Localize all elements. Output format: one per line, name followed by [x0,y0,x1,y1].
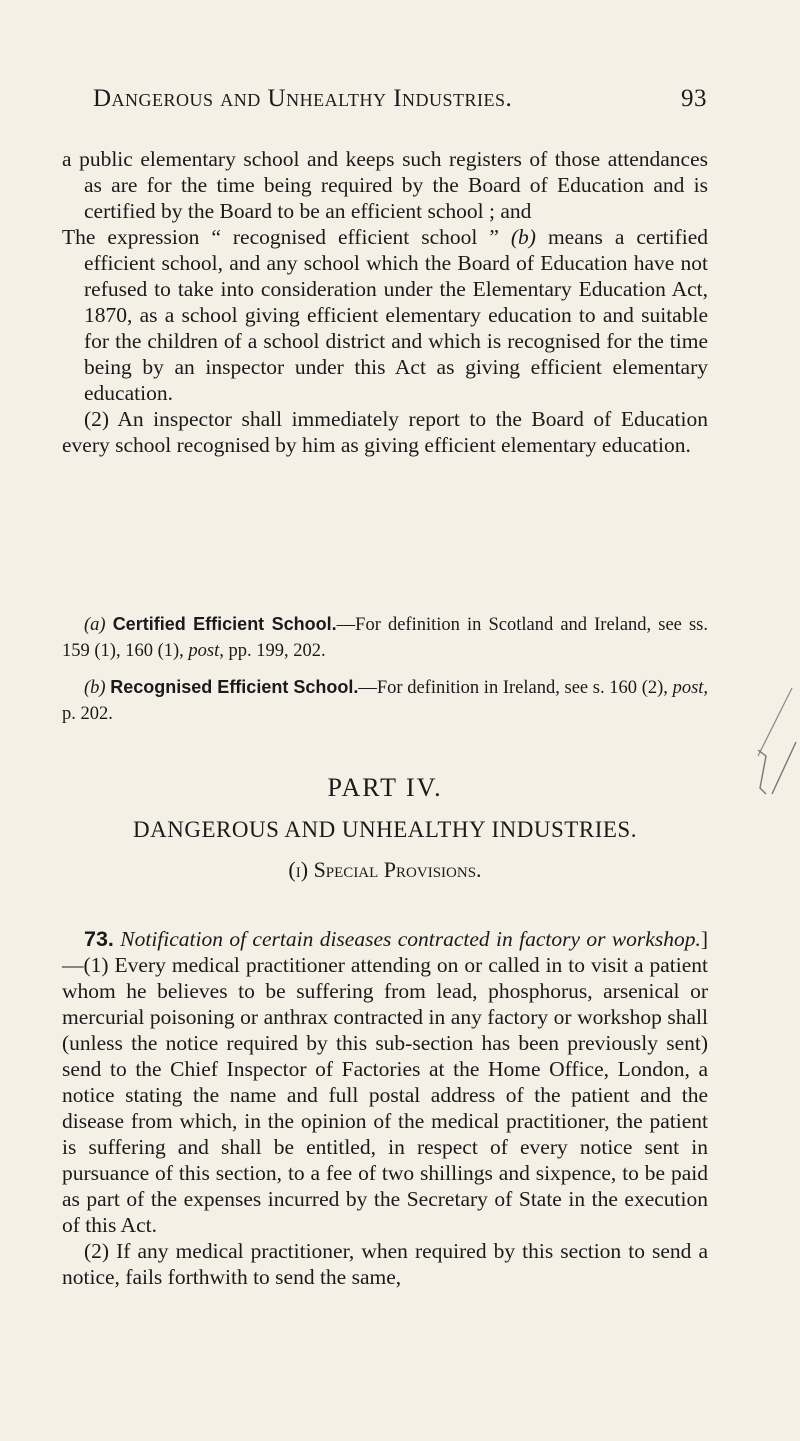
note-b-label: (b) [84,678,106,698]
part-title: DANGEROUS AND UNHEALTHY INDUSTRIES. [133,817,637,842]
part-heading-block [62,775,708,883]
margin-pencil-mark [752,686,798,796]
note-b-tail: p. 202. [62,704,113,724]
part-heading: PART IV. [327,773,443,802]
note-b-italic: post, [672,678,709,698]
subsection-2-paragraph: (2) An inspector shall immediately report to the Board of Education every school recognised by him as giving efficient elementary education. [62,407,708,457]
section-73-subsection-2: (2) If any medical practitioner, when required by this section to send a notice, fails forthwith to send the same, [62,1239,708,1289]
part-subheading: (i) Special Provisions. [288,857,482,882]
running-title: Dangerous and Unhealthy Industries. [93,85,513,112]
continuation-block [62,146,708,458]
continuation-paragraph: a public elementary school and keeps such registers of those attendances as are for the time being required by the Board of Education and is certified by the Board to be an efficient school ; and [62,147,708,223]
note-a-tail: pp. 199, 202. [228,641,326,661]
expression-label: (b) [510,225,536,249]
note-b [62,674,708,727]
expression-paragraph [62,224,708,406]
notes-block [62,611,708,727]
note-a [62,611,708,664]
page-number: 93 [681,85,707,112]
note-a-text: —For definition in Scotland and Ireland, see ss. 159 (1), 160 (1), [62,615,708,661]
note-b-heading: Recognised Efficient School. [110,677,359,697]
note-b-text: —For definition in Ireland, see s. 160 (2), [358,678,668,698]
expression-post: means a certified efficient school, and any school which the Board of Education have not refused to take into consideration under the Elementary Education Act, 1870, as a school giving efficient elementary education to and suitable for the children of a school district and which is recognised for the time being by an inspector under this Act as giving efficient elementary education. [84,225,709,405]
section-73-subsection-1 [62,926,708,1238]
note-a-label: (a) [84,615,106,635]
section-73 [62,926,708,1290]
note-a-heading: Certified Efficient School. [112,614,337,634]
expression-pre: The expression “ recognised efficient school ” [62,225,499,249]
running-head [93,85,707,119]
note-a-italic: post, [188,641,224,661]
section-73-number: 73. [84,927,114,951]
section-73-title: Notification of certain diseases contracted in factory or workshop. [120,927,701,951]
section-73-text-1: ]—(1) Every medical practitioner attending on or called in to visit a patient whom he believes to be suffering from lead, phosphorus, arsenical or mercurial poisoning or anthrax contracted in any factory or workshop shall (unless the notice required by this sub-section has been previously sent) send to the Chief Inspector of Factories at the Home Office, London, a notice stating the name and full postal address of the patient and the disease from which, in the opinion of the medical practitioner, the patient is suffering and shall be entitled, in respect of every notice sent in pursuance of this section, to a fee of two shillings and sixpence, to be paid as part of the expenses incurred by the Secretary of State in the execution of this Act. [62,927,709,1237]
